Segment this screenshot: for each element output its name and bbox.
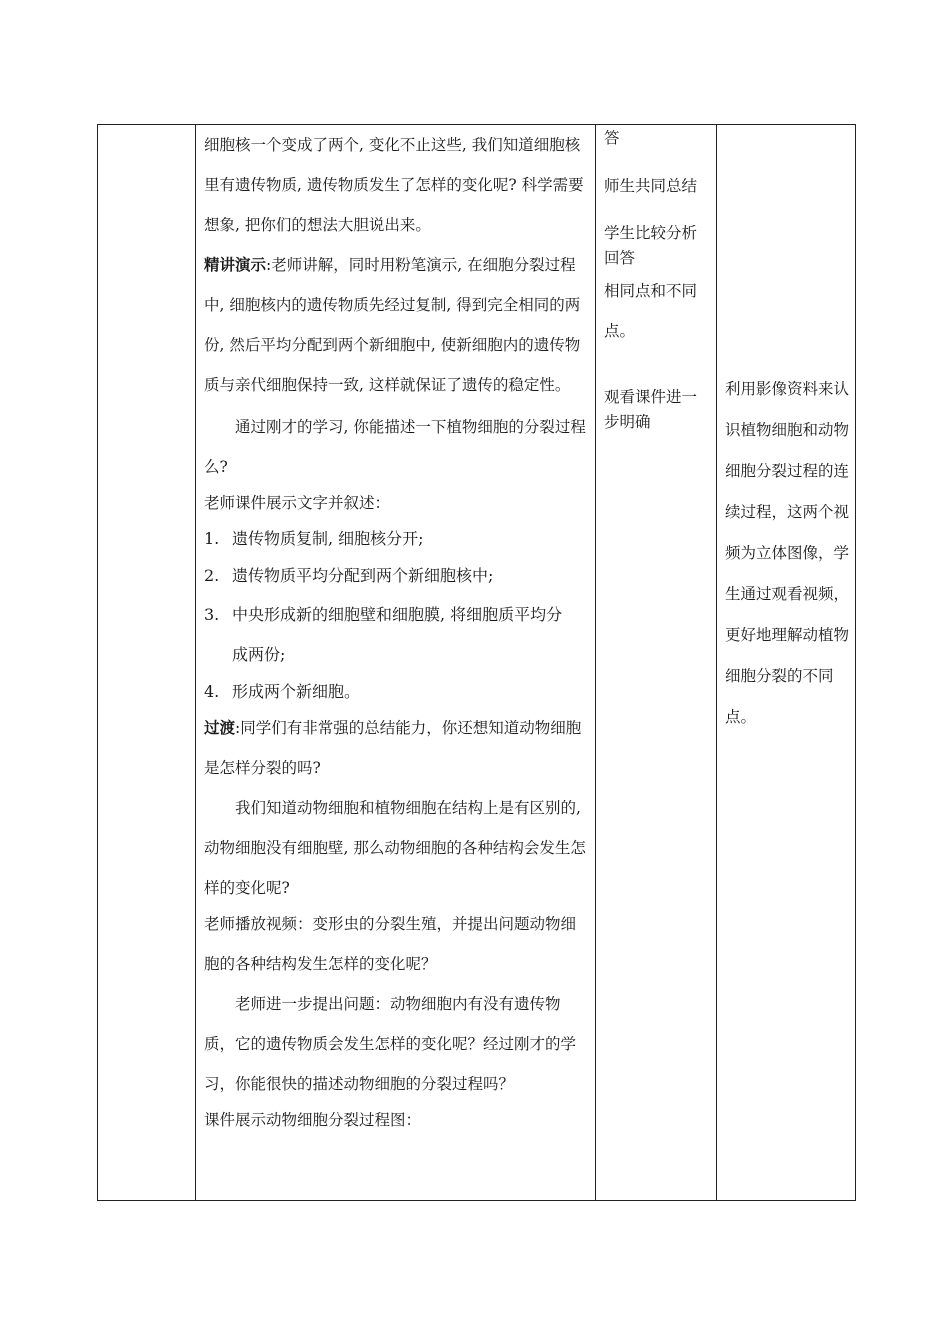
teaching-content-cell [196,125,596,1201]
transition-label: 过渡 [204,718,236,737]
lesson-plan-table [97,124,856,1201]
table-row [98,125,856,1201]
stage-cell [98,125,196,1201]
activity-watch: 观看课件进一步明确 [604,388,698,431]
design-intent-text: 利用影像资料来认识植物细胞和动物细胞分裂过程的连续过程，这两个视频为立体图像，学生通过观看视频，更好地理解动植物细胞分裂的不同点。 [725,380,850,726]
activity-compare: 学生比较分析回答 [604,224,698,267]
list-item: 3. 中央形成新的细胞壁和细胞膜, 将细胞质平均分 [204,605,563,624]
list-item: 1. 遗传物质复制, 细胞核分开; [204,529,424,548]
activity-summary: 师生共同总结 [604,177,698,195]
design-intent-cell [717,125,856,1201]
list-item: 2. 遗传物质平均分配到两个新细胞核中; [204,566,494,585]
student-activity-cell [596,125,717,1201]
paragraph-intro: 细胞核一个变成了两个, 变化不止这些, 我们知道细胞核里有遗传物质, 遗传物质发生了怎样的变化呢? 科学需要想象, 把你们的想法大胆说出来。 [204,136,584,234]
demo-text: :老师讲解，同时用粉笔演示, 在细胞分裂过程中, 细胞核内的遗传物质先经过复制, 得到完全相同的两份, 然后平均分配到两个新细胞中, 使新细胞内的遗传物质与亲代细胞保持一致, 这样就保证了遗传的稳定性。 [204,256,581,394]
paragraph-diagram: 课件展示动物细胞分裂过程图： [204,1111,422,1129]
paragraph-demo [204,245,587,405]
demo-label: 精讲演示 [204,255,267,274]
paragraph-further-question: 老师进一步提出问题：动物细胞内有没有遗传物质，它的遗传物质会发生怎样的变化呢？经过刚才的学习，你能很快的描述动物细胞的分裂过程吗？ [204,995,577,1093]
paragraph-courseware: 老师课件展示文字并叙述： [204,494,391,512]
list-item: 4. 形成两个新细胞。 [204,682,361,701]
paragraph-comparison: 我们知道动物细胞和植物细胞在结构上是有区别的, 动物细胞没有细胞壁, 那么动物细胞的各种结构会发生怎样的变化呢? [204,799,586,897]
transition-text: :同学们有非常强的总结能力，你还想知道动物细胞是怎样分裂的吗? [204,719,582,777]
activity-points: 相同点和不同点。 [604,282,698,340]
paragraph-video: 老师播放视频：变形虫的分裂生殖，并提出问题动物细胞的各种结构发生怎样的变化呢？ [204,915,577,973]
paragraph-transition [204,708,587,788]
list-item-continuation: 成两份; [232,645,286,664]
paragraph-question: 通过刚才的学习, 你能描述一下植物细胞的分裂过程么? [204,418,586,476]
activity-answer: 答 [604,129,620,147]
